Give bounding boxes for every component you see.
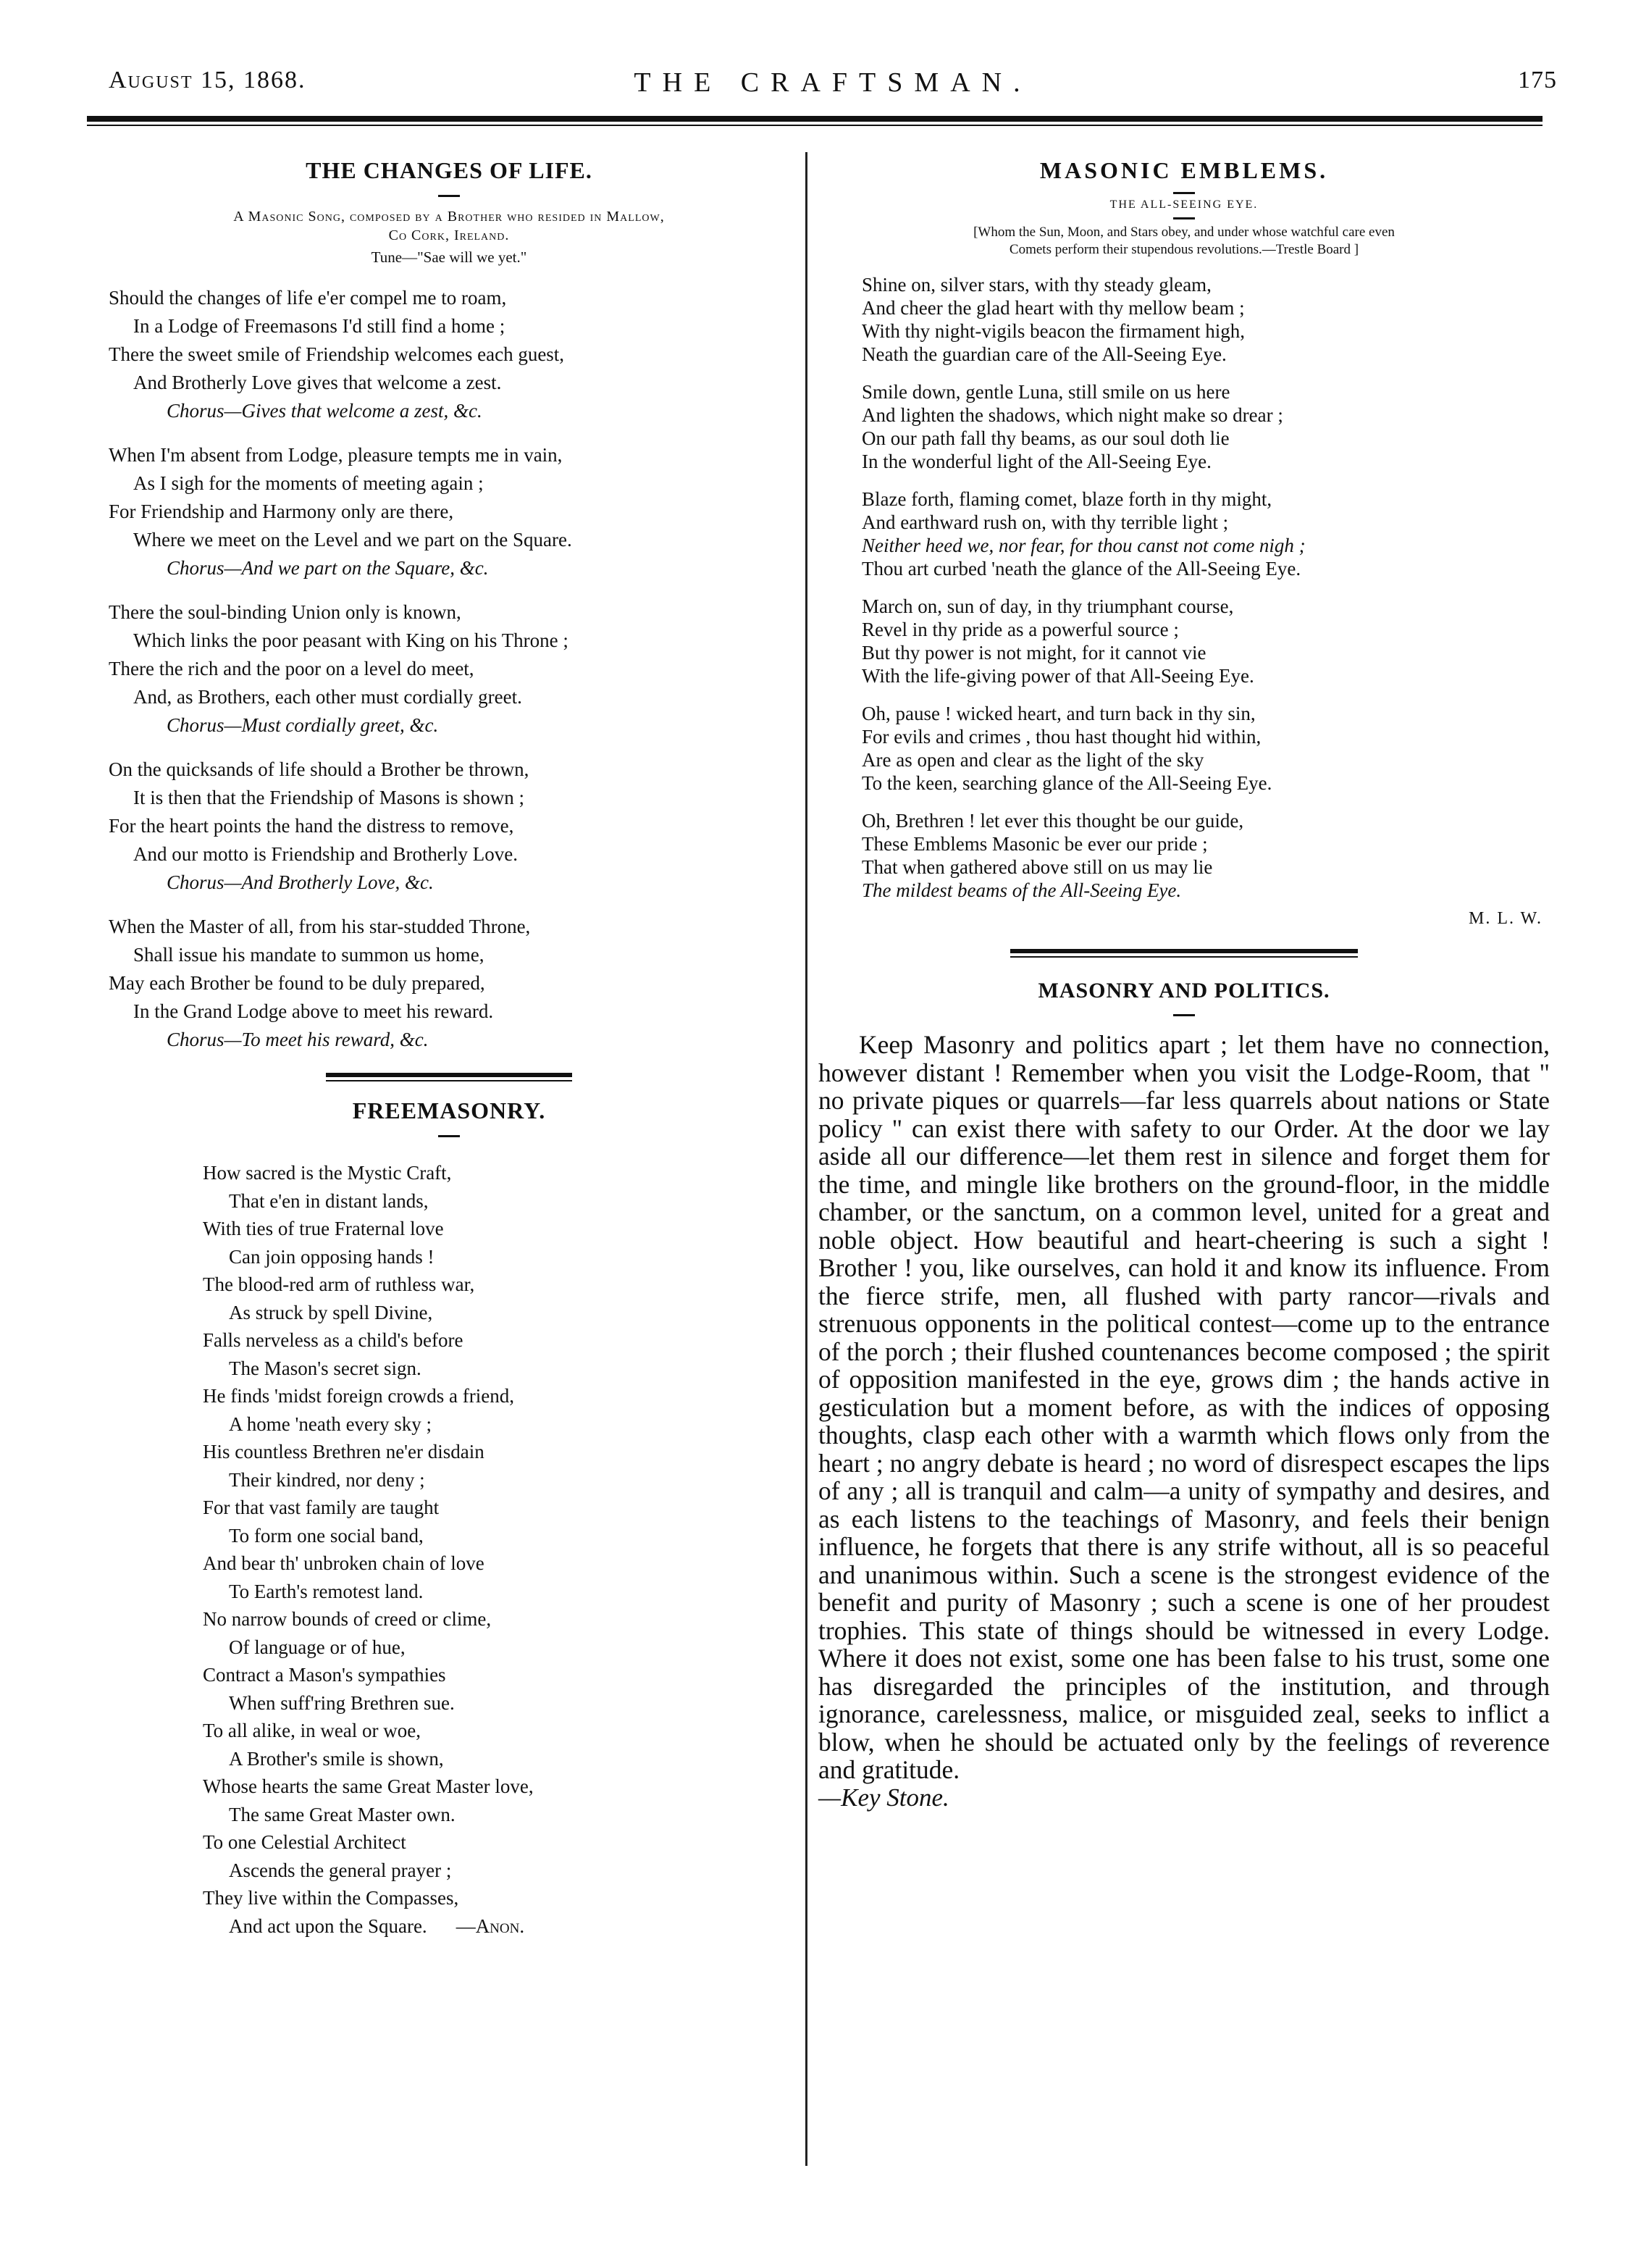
- journal-title: THE CRAFTSMAN.: [634, 67, 1032, 98]
- changes-stanza-1: [109, 284, 789, 425]
- verse-line: On our path fall thy beams, as our soul doth lie: [862, 427, 1230, 449]
- verse-line: Ascends the general prayer ;: [229, 1859, 452, 1881]
- verse-line: Of language or of hue,: [229, 1636, 406, 1658]
- changes-stanza-3: [109, 598, 789, 740]
- verse-line: There the rich and the poor on a level do meet,: [109, 658, 474, 679]
- freemasonry-title: FREEMASONRY.: [352, 1097, 546, 1123]
- verse-line: With the life-giving power of that All-Seeing Eye.: [862, 665, 1254, 687]
- source-attribution: —Key Stone.: [818, 1783, 949, 1812]
- title-dash: [438, 1135, 460, 1137]
- verse-line: Neath the guardian care of the All-Seeing Eye.: [862, 343, 1227, 365]
- verse-line: In a Lodge of Freemasons I'd still find a home ;: [133, 315, 505, 337]
- emblems-epigraph-1: [Whom the Sun, Moon, and Stars obey, and under whose watchful care even: [973, 225, 1395, 240]
- verse-line: The mildest beams of the All-Seeing Eye.: [862, 879, 1182, 901]
- verse-line: For evils and crimes , thou hast thought hid within,: [862, 726, 1262, 748]
- verse-line: To the keen, searching glance of the All-Seeing Eye.: [862, 772, 1272, 794]
- verse-line: Smile down, gentle Luna, still smile on us here: [862, 381, 1230, 403]
- verse-line: His countless Brethren ne'er disdain: [203, 1441, 484, 1463]
- verse-line: May each Brother be found to be duly prepared,: [109, 972, 485, 994]
- verse-line: These Emblems Masonic be ever our pride ;: [862, 833, 1208, 855]
- emblems-stanza-5: [818, 702, 1550, 795]
- verse-line: Which links the poor peasant with King on his Throne ;: [133, 629, 568, 651]
- verse-line: Thou art curbed 'neath the glance of the All-Seeing Eye.: [862, 558, 1301, 579]
- chorus-line: Chorus—Gives that welcome a zest, &c.: [167, 400, 482, 422]
- verse-line: For Friendship and Harmony only are there,: [109, 501, 454, 522]
- emblems-subtitle: THE ALL-SEEING EYE.: [1109, 198, 1259, 211]
- verse-line: No narrow bounds of creed or clime,: [203, 1608, 492, 1630]
- verse-line: How sacred is the Mystic Craft,: [203, 1162, 452, 1184]
- verse-line: Revel in thy pride as a powerful source ;: [862, 619, 1179, 640]
- title-dash: [1173, 1014, 1195, 1016]
- issue-date: August 15, 1868.: [109, 67, 306, 93]
- author-attribution: —Anon.: [456, 1915, 525, 1937]
- verse-line-last: [203, 1912, 789, 1941]
- title-dash: [1173, 192, 1195, 194]
- verse-line: When suff'ring Brethren sue.: [229, 1691, 455, 1714]
- header-rule-thick: [87, 116, 1543, 122]
- verse-line: In the wonderful light of the All-Seeing Eye.: [862, 451, 1212, 472]
- verse-line: But thy power is not might, for it cannot vie: [862, 642, 1206, 664]
- page-number: 175: [1518, 67, 1557, 93]
- changes-stanza-4: [109, 756, 789, 897]
- verse-line: And cheer the glad heart with thy mellow beam ;: [862, 297, 1245, 319]
- verse-line: Shine on, silver stars, with thy steady gleam,: [862, 274, 1212, 296]
- verse-line: Shall issue his mandate to summon us home,: [133, 944, 484, 966]
- verse-line: With thy night-vigils beacon the firmament high,: [862, 320, 1246, 342]
- verse-line: When the Master of all, from his star-studded Throne,: [109, 916, 531, 937]
- verse-line: For the heart points the hand the distress to remove,: [109, 815, 514, 837]
- verse-line: To one Celestial Architect: [203, 1831, 406, 1853]
- verse-line: He finds 'midst foreign crowds a friend,: [203, 1385, 515, 1407]
- page-header: [109, 67, 1557, 110]
- right-column: [818, 156, 1550, 1812]
- verse-line: Falls nerveless as a child's before: [203, 1329, 463, 1351]
- verse-line: A Brother's smile is shown,: [229, 1747, 444, 1770]
- verse-line: Blaze forth, flaming comet, blaze forth in thy might,: [862, 488, 1272, 510]
- verse-line: Contract a Mason's sympathies: [203, 1664, 446, 1686]
- emblems-signature: M. L. W.: [1468, 909, 1543, 928]
- verse-line: There the sweet smile of Friendship welcomes each guest,: [109, 343, 565, 365]
- verse-line: March on, sun of day, in thy triumphant course,: [862, 595, 1234, 617]
- column-separator: [805, 152, 807, 2166]
- verse-line: To Earth's remotest land.: [229, 1580, 424, 1602]
- verse-line: Should the changes of life e'er compel me to roam,: [109, 287, 507, 309]
- changes-subtitle-1: A Masonic Song, composed by a Brother who resided in Mallow,: [233, 209, 665, 225]
- verse-line: Oh, Brethren ! let ever this thought be our guide,: [862, 810, 1244, 832]
- verse-line: Are as open and clear as the light of the sky: [862, 749, 1204, 771]
- emblems-title: MASONIC EMBLEMS.: [1039, 157, 1329, 183]
- verse-line: And act upon the Square.: [229, 1915, 427, 1937]
- emblems-epigraph-2: Comets perform their stupendous revolutions.—Trestle Board ]: [1009, 242, 1359, 257]
- verse-line: Oh, pause ! wicked heart, and turn back in thy sin,: [862, 703, 1256, 724]
- verse-line: The same Great Master own.: [229, 1803, 456, 1825]
- left-column: [109, 156, 789, 1940]
- changes-tune: Tune—"Sae will we yet.": [371, 248, 527, 266]
- freemasonry-poem: [109, 1159, 789, 1940]
- chorus-line: Chorus—And we part on the Square, &c.: [167, 557, 489, 579]
- verse-line: And earthward rush on, with thy terrible light ;: [862, 511, 1229, 533]
- verse-line: For that vast family are taught: [203, 1497, 440, 1518]
- section-divider: [326, 1073, 572, 1081]
- emblems-stanza-3: [818, 488, 1550, 580]
- verse-line: Their kindred, nor deny ;: [229, 1468, 425, 1491]
- changes-stanza-5: [109, 913, 789, 1054]
- verse-line: When I'm absent from Lodge, pleasure tempts me in vain,: [109, 444, 563, 466]
- verse-line: On the quicksands of life should a Brother be thrown,: [109, 758, 529, 780]
- emblems-stanza-1: [818, 273, 1550, 366]
- verse-line: There the soul-binding Union only is known,: [109, 601, 461, 623]
- changes-title: THE CHANGES OF LIFE.: [306, 157, 592, 183]
- verse-line: The blood-red arm of ruthless war,: [203, 1273, 475, 1295]
- verse-line: In the Grand Lodge above to meet his reward.: [133, 1000, 494, 1022]
- emblems-stanza-4: [818, 595, 1550, 687]
- verse-line: And our motto is Friendship and Brotherly Love.: [133, 843, 518, 865]
- verse-line: And lighten the shadows, which night make so drear ;: [862, 404, 1283, 426]
- verse-line: Where we meet on the Level and we part on the Square.: [133, 529, 572, 551]
- verse-line: To form one social band,: [229, 1524, 424, 1547]
- verse-line: It is then that the Friendship of Masons is shown ;: [133, 787, 524, 808]
- verse-line: And, as Brothers, each other must cordially greet.: [133, 686, 522, 708]
- verse-line: A home 'neath every sky ;: [229, 1413, 432, 1435]
- chorus-line: Chorus—And Brotherly Love, &c.: [167, 871, 434, 893]
- header-rule-thin: [87, 125, 1543, 126]
- verse-line: As I sigh for the moments of meeting again ;: [133, 472, 484, 494]
- chorus-line: Chorus—To meet his reward, &c.: [167, 1029, 429, 1050]
- body-paragraph: Keep Masonry and politics apart ; let them have no connection, however distant ! Remember when you visit the Lodge-Room, that " no private piques or quarrels—far less quarrels about nations or State policy " can exist there with safety to our Order. At the door we lay aside all our difference—let them rest in silence and forget them for the time, and mingle like brothers on the ground-floor, in the middle chamber, or the sanctum, on a common level, united for a great and noble object. How beautiful and heart-cheering is such a sight ! Brother ! you, like ourselves, can hold it and know its influence. From the fierce strife, men, all flushed with party rancor—rivals and strenuous opponents in the political contest—come up to the entrance of the porch ; their flushed countenances become composed ; the spirit of opposition manifested in the eye, grows dim ; the hands active in gesticulation but a moment before, as with the indices of opposing thoughts, clasp each other with a warmth which flows only from the heart ; no angry debate is heard ; no word of disrespect escapes the lips of any ; all is tranquil and calm—a unity of sympathy and desires, and as each listens to the teachings of Masonry, and feels their benign influence, he forgets that there is any strife without, all is so peaceful and unanimous within. Such a scene is the strongest evidence of the benefit and purity of Masonry ; such a scene is one of her proudest trophies. This state of things should be witnessed in every Lodge. Where it does not exist, some one has been false to his trust, some one has disregarded the principles of the institution, and through ignorance, carelessness, malice, or misguided zeal, seeks to inflict a blow, when he should be actuated only by the feelings of reverence and gratitude.: [818, 1030, 1550, 1784]
- verse-line: With ties of true Fraternal love: [203, 1218, 444, 1239]
- politics-title: MASONRY AND POLITICS.: [1038, 979, 1330, 1003]
- changes-stanza-2: [109, 441, 789, 582]
- verse-line: Can join opposing hands !: [229, 1245, 435, 1268]
- verse-line: That e'en in distant lands,: [229, 1189, 429, 1212]
- verse-line: They live within the Compasses,: [203, 1887, 459, 1909]
- verse-line: Whose hearts the same Great Master love,: [203, 1775, 534, 1797]
- changes-subtitle-2: Co Cork, Ireland.: [388, 227, 510, 243]
- chorus-line: Chorus—Must cordially greet, &c.: [167, 714, 439, 736]
- verse-line: Neither heed we, nor fear, for thou canst not come nigh ;: [862, 535, 1306, 556]
- emblems-stanza-6: [818, 809, 1550, 902]
- verse-line: As struck by spell Divine,: [229, 1301, 433, 1323]
- section-divider: [1010, 949, 1358, 958]
- title-dash: [438, 195, 460, 197]
- verse-line: To all alike, in weal or woe,: [203, 1720, 421, 1741]
- title-dash: [1173, 217, 1195, 219]
- politics-body: [818, 1031, 1550, 1812]
- verse-line: And Brotherly Love gives that welcome a zest.: [133, 372, 502, 393]
- verse-line: That when gathered above still on us may lie: [862, 856, 1213, 878]
- verse-line: The Mason's secret sign.: [229, 1357, 421, 1379]
- verse-line: And bear th' unbroken chain of love: [203, 1552, 484, 1574]
- emblems-stanza-2: [818, 380, 1550, 473]
